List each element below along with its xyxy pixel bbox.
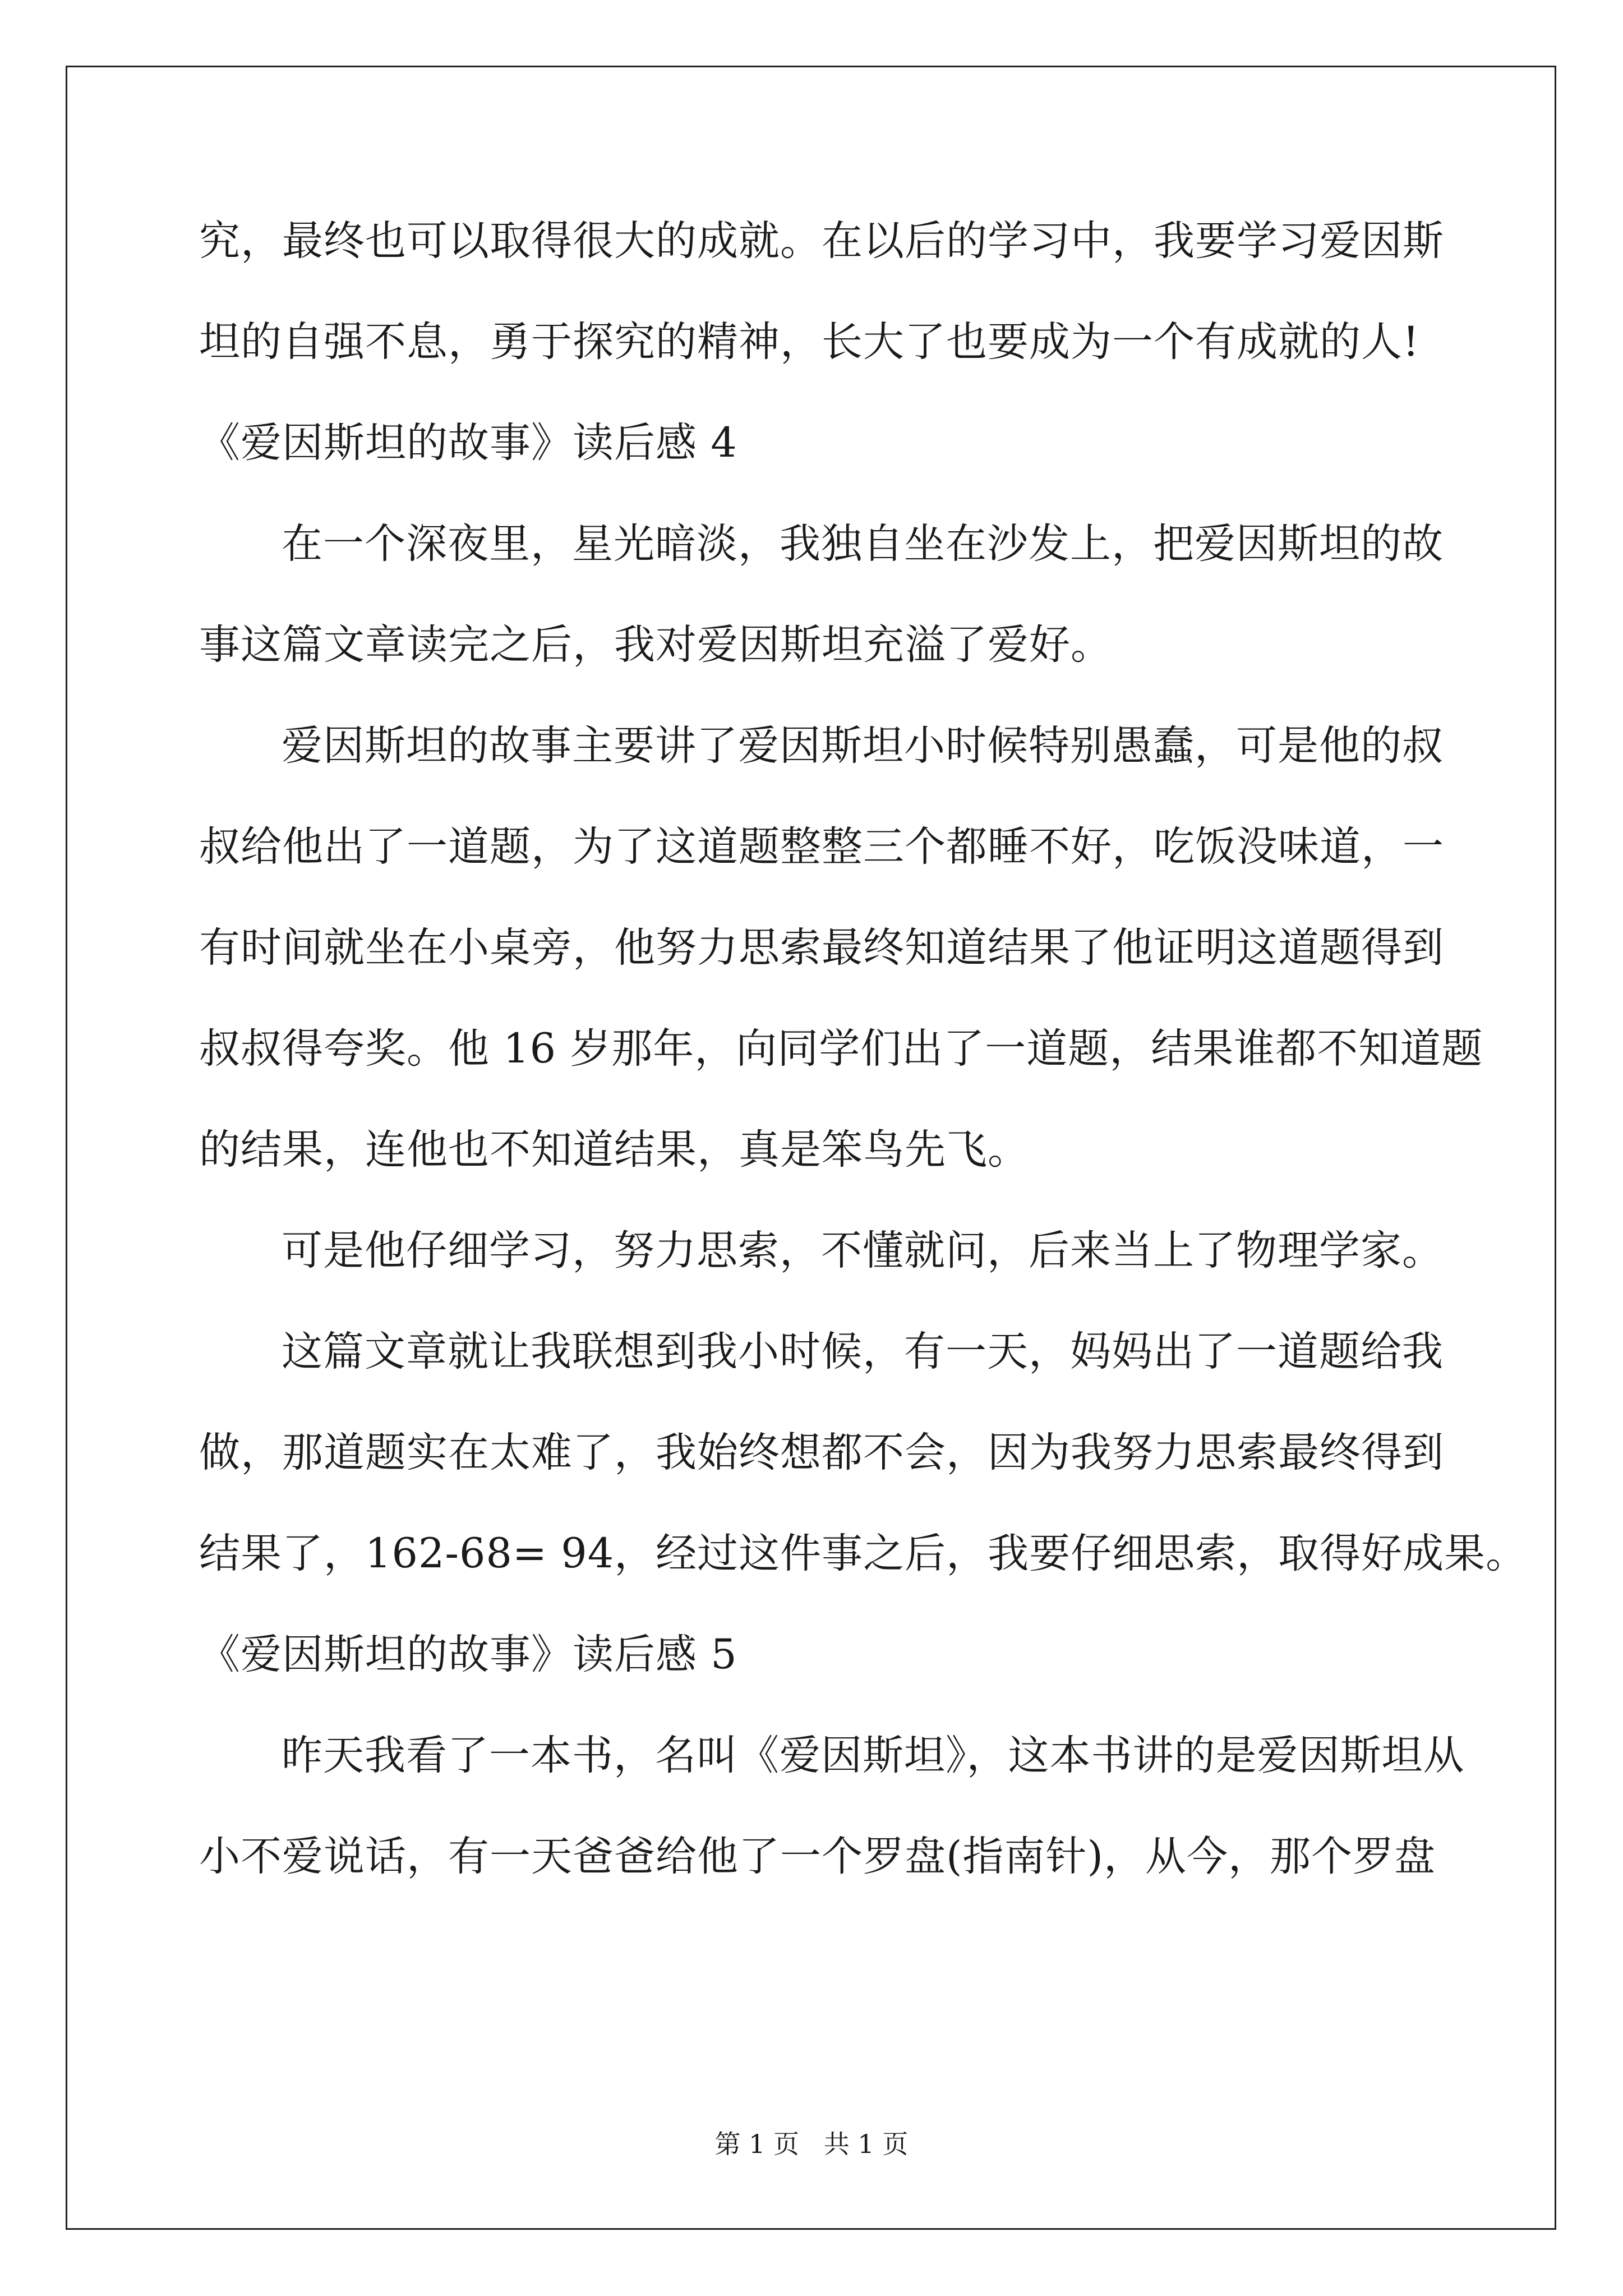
text-line: 这篇文章就让我联想到我小时候，有一天，妈妈出了一道题给我: [282, 1328, 1444, 1375]
text-line: 爱因斯坦的故事主要讲了爱因斯坦小时候特别愚蠢，可是他的叔: [282, 722, 1444, 770]
text-line: 的结果，连他也不知道结果，真是笨鸟先飞。: [199, 1126, 1029, 1174]
text-line: 昨天我看了一本书，名叫《爱因斯坦》，这本书讲的是爱因斯坦从: [282, 1732, 1465, 1779]
section-heading: 《爱因斯坦的故事》读后感 4: [199, 419, 737, 467]
text-line: 在一个深夜里，星光暗淡，我独自坐在沙发上，把爱因斯坦的故: [282, 520, 1444, 568]
text-line: 事这篇文章读完之后，我对爱因斯坦充溢了爱好。: [199, 621, 1112, 669]
text-line: 可是他仔细学习，努力思索，不懂就问，后来当上了物理学家。: [282, 1227, 1444, 1274]
text-line: 坦的自强不息，勇于探究的精神，长大了也要成为一个有成就的人!: [199, 318, 1420, 366]
text-line: 小不爱说话，有一天爸爸给他了一个罗盘(指南针)，从今，那个罗盘: [199, 1833, 1436, 1880]
text-line: 究，最终也可以取得很大的成就。在以后的学习中，我要学习爱因斯: [199, 217, 1444, 265]
text-line: 结果了，162-68= 94，经过这件事之后，我要仔细思索，取得好成果。: [199, 1530, 1528, 1577]
text-line: 叔叔得夸奖。他 16 岁那年，向同学们出了一道题，结果谁都不知道题: [199, 1025, 1483, 1073]
page-number-footer: 第 1 页 共 1 页: [714, 2129, 909, 2159]
text-line: 叔给他出了一道题，为了这道题整整三个都睡不好，吃饭没味道，一: [199, 823, 1444, 871]
text-line: 做，那道题实在太难了，我始终想都不会，因为我努力思索最终得到: [199, 1429, 1444, 1476]
text-line: 有时间就坐在小桌旁，他努力思索最终知道结果了他证明这道题得到: [199, 924, 1444, 972]
section-heading: 《爱因斯坦的故事》读后感 5: [199, 1631, 737, 1678]
